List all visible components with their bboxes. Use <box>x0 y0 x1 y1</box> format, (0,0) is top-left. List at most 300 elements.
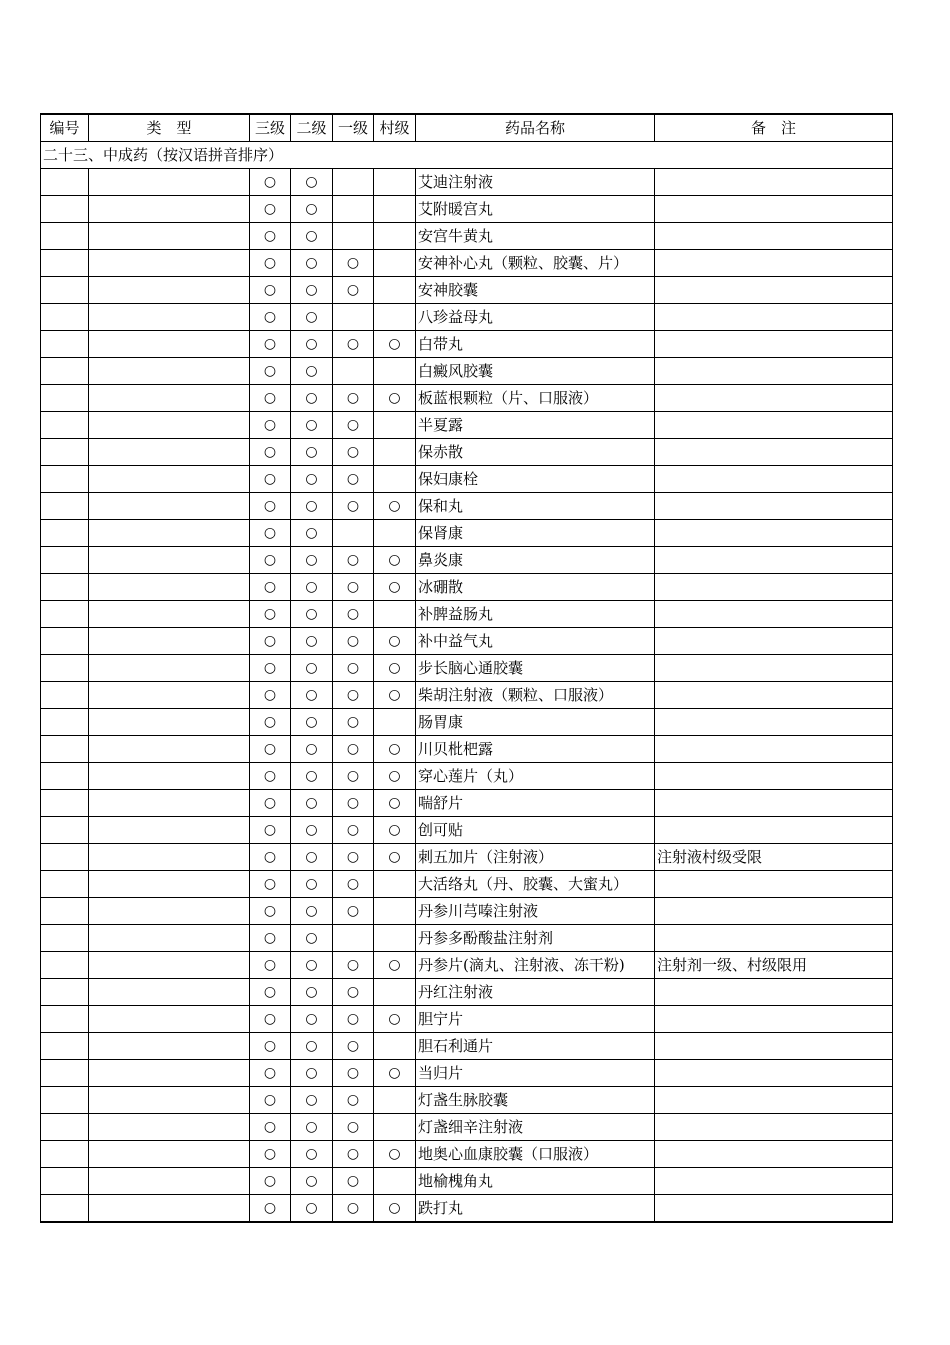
header-name: 药品名称 <box>416 114 655 142</box>
village-mark <box>374 358 416 385</box>
level1-mark: ○ <box>333 250 374 277</box>
table-row <box>41 385 893 412</box>
cell-no <box>41 682 89 709</box>
cell-type <box>89 763 250 790</box>
level1-mark: ○ <box>333 1114 374 1141</box>
level1-mark: ○ <box>333 844 374 871</box>
cell-no <box>41 925 89 952</box>
cell-type <box>89 682 250 709</box>
village-mark <box>374 1087 416 1114</box>
cell-no <box>41 250 89 277</box>
level3-mark: ○ <box>250 466 291 493</box>
table-row <box>41 520 893 547</box>
cell-note <box>655 1168 893 1195</box>
village-mark <box>374 304 416 331</box>
level1-mark: ○ <box>333 736 374 763</box>
village-mark: ○ <box>374 628 416 655</box>
cell-note <box>655 358 893 385</box>
cell-drug-name: 灯盏细辛注射液 <box>416 1114 655 1141</box>
level1-mark <box>333 196 374 223</box>
level1-mark: ○ <box>333 574 374 601</box>
level3-mark: ○ <box>250 1087 291 1114</box>
cell-no <box>41 817 89 844</box>
level2-mark: ○ <box>291 1060 333 1087</box>
level3-mark: ○ <box>250 223 291 250</box>
cell-no <box>41 1006 89 1033</box>
cell-type <box>89 331 250 358</box>
table-row <box>41 709 893 736</box>
village-mark <box>374 439 416 466</box>
cell-no <box>41 520 89 547</box>
cell-no <box>41 304 89 331</box>
level1-mark: ○ <box>333 1141 374 1168</box>
cell-no <box>41 547 89 574</box>
cell-type <box>89 1141 250 1168</box>
level3-mark: ○ <box>250 358 291 385</box>
table-row <box>41 466 893 493</box>
level1-mark <box>333 925 374 952</box>
cell-no <box>41 169 89 196</box>
header-village: 村级 <box>374 114 416 142</box>
level1-mark: ○ <box>333 682 374 709</box>
level3-mark: ○ <box>250 682 291 709</box>
cell-no <box>41 628 89 655</box>
cell-no <box>41 196 89 223</box>
level1-mark: ○ <box>333 763 374 790</box>
table-row <box>41 223 893 250</box>
cell-note <box>655 763 893 790</box>
cell-drug-name: 补脾益肠丸 <box>416 601 655 628</box>
level2-mark: ○ <box>291 574 333 601</box>
cell-type <box>89 709 250 736</box>
cell-note <box>655 169 893 196</box>
cell-no <box>41 844 89 871</box>
cell-drug-name: 半夏露 <box>416 412 655 439</box>
level1-mark: ○ <box>333 790 374 817</box>
cell-note <box>655 925 893 952</box>
cell-no <box>41 1060 89 1087</box>
village-mark: ○ <box>374 331 416 358</box>
village-mark: ○ <box>374 682 416 709</box>
cell-note <box>655 1060 893 1087</box>
level2-mark: ○ <box>291 439 333 466</box>
cell-drug-name: 喘舒片 <box>416 790 655 817</box>
level2-mark: ○ <box>291 790 333 817</box>
table-row <box>41 1033 893 1060</box>
village-mark <box>374 871 416 898</box>
village-mark <box>374 466 416 493</box>
level2-mark: ○ <box>291 1006 333 1033</box>
level2-mark: ○ <box>291 412 333 439</box>
cell-no <box>41 1114 89 1141</box>
level2-mark: ○ <box>291 331 333 358</box>
cell-type <box>89 412 250 439</box>
cell-type <box>89 1195 250 1223</box>
village-mark: ○ <box>374 574 416 601</box>
table-row <box>41 439 893 466</box>
header-row <box>41 114 893 142</box>
table-row <box>41 304 893 331</box>
cell-no <box>41 709 89 736</box>
cell-note <box>655 628 893 655</box>
table-row <box>41 844 893 871</box>
level1-mark <box>333 169 374 196</box>
level3-mark: ○ <box>250 574 291 601</box>
village-mark: ○ <box>374 1195 416 1223</box>
level3-mark: ○ <box>250 439 291 466</box>
cell-note <box>655 790 893 817</box>
level3-mark: ○ <box>250 1060 291 1087</box>
table-row <box>41 817 893 844</box>
header-level1: 一级 <box>333 114 374 142</box>
cell-drug-name: 艾附暖宫丸 <box>416 196 655 223</box>
cell-type <box>89 925 250 952</box>
table-row <box>41 763 893 790</box>
level2-mark: ○ <box>291 844 333 871</box>
cell-note <box>655 1033 893 1060</box>
level3-mark: ○ <box>250 1006 291 1033</box>
cell-type <box>89 898 250 925</box>
cell-type <box>89 466 250 493</box>
level3-mark: ○ <box>250 925 291 952</box>
level1-mark: ○ <box>333 1087 374 1114</box>
header-level2: 二级 <box>291 114 333 142</box>
level1-mark: ○ <box>333 547 374 574</box>
level2-mark: ○ <box>291 871 333 898</box>
cell-drug-name: 保肾康 <box>416 520 655 547</box>
level1-mark: ○ <box>333 601 374 628</box>
village-mark: ○ <box>374 763 416 790</box>
cell-no <box>41 601 89 628</box>
cell-no <box>41 952 89 979</box>
level2-mark: ○ <box>291 952 333 979</box>
level1-mark <box>333 520 374 547</box>
level3-mark: ○ <box>250 331 291 358</box>
cell-note <box>655 601 893 628</box>
table-row <box>41 1114 893 1141</box>
cell-no <box>41 466 89 493</box>
cell-no <box>41 898 89 925</box>
level2-mark: ○ <box>291 466 333 493</box>
level1-mark: ○ <box>333 493 374 520</box>
level1-mark: ○ <box>333 817 374 844</box>
cell-type <box>89 223 250 250</box>
level2-mark: ○ <box>291 709 333 736</box>
cell-drug-name: 刺五加片（注射液） <box>416 844 655 871</box>
cell-type <box>89 628 250 655</box>
level2-mark: ○ <box>291 169 333 196</box>
level2-mark: ○ <box>291 736 333 763</box>
cell-drug-name: 跌打丸 <box>416 1195 655 1223</box>
table-row <box>41 628 893 655</box>
level2-mark: ○ <box>291 1195 333 1223</box>
level2-mark: ○ <box>291 763 333 790</box>
level3-mark: ○ <box>250 628 291 655</box>
level1-mark: ○ <box>333 331 374 358</box>
level3-mark: ○ <box>250 952 291 979</box>
cell-type <box>89 547 250 574</box>
level3-mark: ○ <box>250 547 291 574</box>
level3-mark: ○ <box>250 169 291 196</box>
village-mark: ○ <box>374 952 416 979</box>
cell-note <box>655 466 893 493</box>
table-row <box>41 250 893 277</box>
level1-mark: ○ <box>333 1006 374 1033</box>
cell-type <box>89 169 250 196</box>
level2-mark: ○ <box>291 898 333 925</box>
cell-note <box>655 871 893 898</box>
cell-no <box>41 871 89 898</box>
cell-no <box>41 358 89 385</box>
cell-note: 注射剂一级、村级限用 <box>655 952 893 979</box>
level2-mark: ○ <box>291 601 333 628</box>
cell-no <box>41 439 89 466</box>
cell-type <box>89 304 250 331</box>
cell-no <box>41 1141 89 1168</box>
village-mark <box>374 169 416 196</box>
village-mark: ○ <box>374 1006 416 1033</box>
village-mark: ○ <box>374 655 416 682</box>
table-row <box>41 682 893 709</box>
level3-mark: ○ <box>250 817 291 844</box>
village-mark <box>374 520 416 547</box>
cell-note <box>655 736 893 763</box>
cell-no <box>41 223 89 250</box>
level3-mark: ○ <box>250 736 291 763</box>
cell-type <box>89 277 250 304</box>
village-mark <box>374 925 416 952</box>
cell-note <box>655 196 893 223</box>
table-row <box>41 1141 893 1168</box>
cell-no <box>41 412 89 439</box>
village-mark <box>374 250 416 277</box>
level1-mark <box>333 223 374 250</box>
level3-mark: ○ <box>250 196 291 223</box>
level2-mark: ○ <box>291 1114 333 1141</box>
village-mark: ○ <box>374 547 416 574</box>
level1-mark: ○ <box>333 412 374 439</box>
cell-note <box>655 817 893 844</box>
level1-mark: ○ <box>333 466 374 493</box>
village-mark: ○ <box>374 817 416 844</box>
header-type: 类 型 <box>89 114 250 142</box>
level3-mark: ○ <box>250 277 291 304</box>
level2-mark: ○ <box>291 1141 333 1168</box>
cell-note <box>655 1006 893 1033</box>
level1-mark: ○ <box>333 871 374 898</box>
cell-no <box>41 763 89 790</box>
table-row <box>41 358 893 385</box>
drug-table <box>40 113 893 1223</box>
level3-mark: ○ <box>250 871 291 898</box>
cell-no <box>41 331 89 358</box>
cell-note <box>655 709 893 736</box>
table-row <box>41 655 893 682</box>
cell-note <box>655 1114 893 1141</box>
cell-type <box>89 736 250 763</box>
level2-mark: ○ <box>291 655 333 682</box>
table-row <box>41 979 893 1006</box>
level3-mark: ○ <box>250 250 291 277</box>
cell-note <box>655 655 893 682</box>
village-mark: ○ <box>374 385 416 412</box>
level3-mark: ○ <box>250 493 291 520</box>
level3-mark: ○ <box>250 763 291 790</box>
cell-drug-name: 灯盏生脉胶囊 <box>416 1087 655 1114</box>
cell-drug-name: 白带丸 <box>416 331 655 358</box>
cell-type <box>89 358 250 385</box>
table-row <box>41 1195 893 1223</box>
village-mark <box>374 277 416 304</box>
table-row <box>41 898 893 925</box>
cell-note <box>655 520 893 547</box>
cell-drug-name: 八珍益母丸 <box>416 304 655 331</box>
cell-no <box>41 574 89 601</box>
table-row <box>41 790 893 817</box>
level1-mark: ○ <box>333 628 374 655</box>
cell-drug-name: 保赤散 <box>416 439 655 466</box>
table-row <box>41 196 893 223</box>
village-mark <box>374 709 416 736</box>
cell-no <box>41 277 89 304</box>
cell-note <box>655 223 893 250</box>
level2-mark: ○ <box>291 547 333 574</box>
cell-drug-name: 穿心莲片（丸） <box>416 763 655 790</box>
cell-note <box>655 439 893 466</box>
cell-type <box>89 1033 250 1060</box>
cell-note <box>655 1087 893 1114</box>
drug-list-sheet <box>40 113 893 1223</box>
cell-note <box>655 304 893 331</box>
cell-note <box>655 412 893 439</box>
village-mark <box>374 601 416 628</box>
cell-note <box>655 898 893 925</box>
header-note: 备 注 <box>655 114 893 142</box>
level3-mark: ○ <box>250 1114 291 1141</box>
village-mark: ○ <box>374 736 416 763</box>
level2-mark: ○ <box>291 277 333 304</box>
cell-type <box>89 790 250 817</box>
cell-drug-name: 安神补心丸（颗粒、胶囊、片） <box>416 250 655 277</box>
cell-drug-name: 板蓝根颗粒（片、口服液） <box>416 385 655 412</box>
cell-drug-name: 创可贴 <box>416 817 655 844</box>
table-row <box>41 952 893 979</box>
table-row <box>41 925 893 952</box>
table-row <box>41 331 893 358</box>
level3-mark: ○ <box>250 898 291 925</box>
level3-mark: ○ <box>250 1168 291 1195</box>
village-mark: ○ <box>374 1141 416 1168</box>
cell-type <box>89 844 250 871</box>
level2-mark: ○ <box>291 1033 333 1060</box>
cell-note <box>655 385 893 412</box>
cell-drug-name: 冰硼散 <box>416 574 655 601</box>
cell-drug-name: 胆宁片 <box>416 1006 655 1033</box>
cell-no <box>41 1033 89 1060</box>
cell-no <box>41 385 89 412</box>
cell-note <box>655 979 893 1006</box>
cell-note <box>655 331 893 358</box>
cell-drug-name: 地榆槐角丸 <box>416 1168 655 1195</box>
level3-mark: ○ <box>250 520 291 547</box>
cell-no <box>41 1168 89 1195</box>
village-mark <box>374 1033 416 1060</box>
level3-mark: ○ <box>250 844 291 871</box>
level1-mark: ○ <box>333 277 374 304</box>
cell-note <box>655 547 893 574</box>
cell-no <box>41 736 89 763</box>
cell-drug-name: 步长脑心通胶囊 <box>416 655 655 682</box>
level1-mark: ○ <box>333 385 374 412</box>
village-mark: ○ <box>374 1060 416 1087</box>
cell-drug-name: 地奥心血康胶囊（口服液） <box>416 1141 655 1168</box>
level1-mark: ○ <box>333 898 374 925</box>
village-mark <box>374 898 416 925</box>
level2-mark: ○ <box>291 223 333 250</box>
level3-mark: ○ <box>250 1195 291 1223</box>
level2-mark: ○ <box>291 493 333 520</box>
cell-no <box>41 790 89 817</box>
level2-mark: ○ <box>291 817 333 844</box>
level2-mark: ○ <box>291 628 333 655</box>
cell-type <box>89 520 250 547</box>
level1-mark: ○ <box>333 655 374 682</box>
level1-mark: ○ <box>333 439 374 466</box>
village-mark: ○ <box>374 493 416 520</box>
level3-mark: ○ <box>250 601 291 628</box>
cell-type <box>89 817 250 844</box>
village-mark <box>374 1114 416 1141</box>
table-row <box>41 412 893 439</box>
cell-type <box>89 1114 250 1141</box>
level1-mark <box>333 304 374 331</box>
table-row <box>41 736 893 763</box>
cell-no <box>41 1195 89 1223</box>
cell-type <box>89 385 250 412</box>
level3-mark: ○ <box>250 304 291 331</box>
cell-no <box>41 979 89 1006</box>
cell-type <box>89 250 250 277</box>
cell-type <box>89 1168 250 1195</box>
level2-mark: ○ <box>291 358 333 385</box>
cell-drug-name: 丹红注射液 <box>416 979 655 1006</box>
table-row <box>41 574 893 601</box>
level3-mark: ○ <box>250 790 291 817</box>
cell-drug-name: 丹参川芎嗪注射液 <box>416 898 655 925</box>
cell-type <box>89 574 250 601</box>
cell-note <box>655 1141 893 1168</box>
table-row <box>41 547 893 574</box>
level2-mark: ○ <box>291 1087 333 1114</box>
cell-no <box>41 493 89 520</box>
level2-mark: ○ <box>291 1168 333 1195</box>
level2-mark: ○ <box>291 520 333 547</box>
level1-mark: ○ <box>333 1033 374 1060</box>
level2-mark: ○ <box>291 250 333 277</box>
level1-mark: ○ <box>333 979 374 1006</box>
cell-note <box>655 250 893 277</box>
level3-mark: ○ <box>250 1033 291 1060</box>
cell-note <box>655 1195 893 1223</box>
header-level3: 三级 <box>250 114 291 142</box>
cell-drug-name: 鼻炎康 <box>416 547 655 574</box>
section-title: 二十三、中成药（按汉语拼音排序） <box>41 142 893 169</box>
level2-mark: ○ <box>291 979 333 1006</box>
cell-type <box>89 979 250 1006</box>
village-mark: ○ <box>374 790 416 817</box>
level1-mark: ○ <box>333 1168 374 1195</box>
table-row <box>41 871 893 898</box>
